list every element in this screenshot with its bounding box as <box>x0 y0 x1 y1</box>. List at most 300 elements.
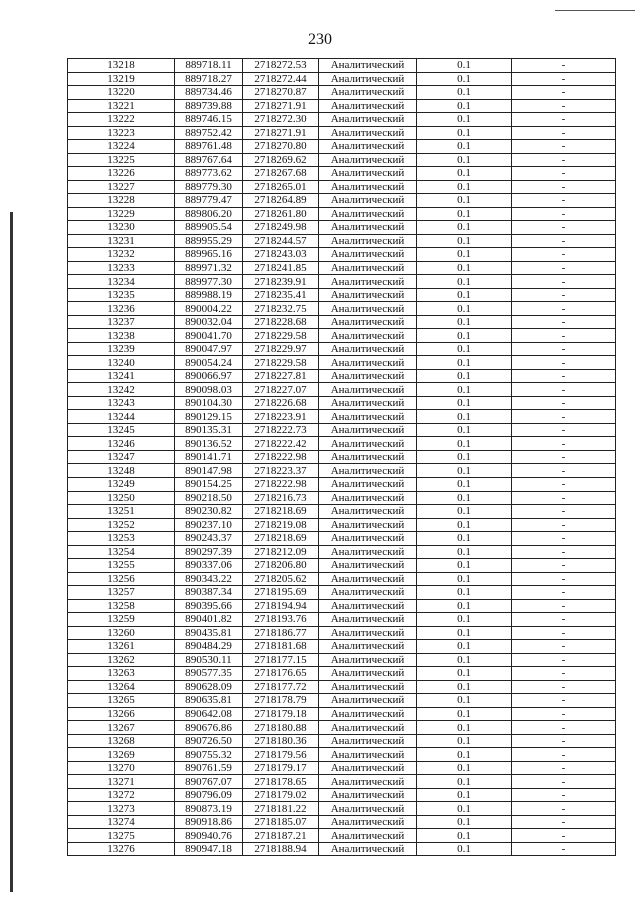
table-row <box>68 113 616 127</box>
note-cell: - <box>512 545 616 559</box>
accuracy-cell: 0.1 <box>417 491 512 505</box>
point-id-cell: 13243 <box>68 396 175 410</box>
accuracy-cell: 0.1 <box>417 315 512 329</box>
point-id-cell: 13245 <box>68 423 175 437</box>
y-coordinate-cell: 2718241.85 <box>243 261 319 275</box>
accuracy-cell: 0.1 <box>417 694 512 708</box>
method-cell: Аналитический <box>319 721 417 735</box>
point-id-cell: 13254 <box>68 545 175 559</box>
method-cell: Аналитический <box>319 640 417 654</box>
x-coordinate-cell: 890041.70 <box>175 329 243 343</box>
table-row <box>68 180 616 194</box>
point-id-cell: 13238 <box>68 329 175 343</box>
point-id-cell: 13219 <box>68 72 175 86</box>
note-cell: - <box>512 72 616 86</box>
y-coordinate-cell: 2718270.80 <box>243 140 319 154</box>
x-coordinate-cell: 890230.82 <box>175 505 243 519</box>
accuracy-cell: 0.1 <box>417 410 512 424</box>
accuracy-cell: 0.1 <box>417 450 512 464</box>
y-coordinate-cell: 2718179.17 <box>243 761 319 775</box>
accuracy-cell: 0.1 <box>417 369 512 383</box>
table-row <box>68 423 616 437</box>
table-row <box>68 572 616 586</box>
accuracy-cell: 0.1 <box>417 707 512 721</box>
method-cell: Аналитический <box>319 518 417 532</box>
x-coordinate-cell: 890676.86 <box>175 721 243 735</box>
point-id-cell: 13231 <box>68 234 175 248</box>
accuracy-cell: 0.1 <box>417 680 512 694</box>
x-coordinate-cell: 889977.30 <box>175 275 243 289</box>
method-cell: Аналитический <box>319 342 417 356</box>
note-cell: - <box>512 721 616 735</box>
point-id-cell: 13255 <box>68 559 175 573</box>
y-coordinate-cell: 2718271.91 <box>243 99 319 113</box>
table-row <box>68 721 616 735</box>
coordinates-table <box>67 58 616 856</box>
x-coordinate-cell: 889955.29 <box>175 234 243 248</box>
method-cell: Аналитический <box>319 464 417 478</box>
method-cell: Аналитический <box>319 423 417 437</box>
method-cell: Аналитический <box>319 86 417 100</box>
y-coordinate-cell: 2718218.69 <box>243 505 319 519</box>
y-coordinate-cell: 2718195.69 <box>243 586 319 600</box>
table-row <box>68 748 616 762</box>
y-coordinate-cell: 2718269.62 <box>243 153 319 167</box>
point-id-cell: 13273 <box>68 802 175 816</box>
method-cell: Аналитический <box>319 842 417 856</box>
y-coordinate-cell: 2718222.42 <box>243 437 319 451</box>
y-coordinate-cell: 2718218.69 <box>243 532 319 546</box>
table-row <box>68 518 616 532</box>
note-cell: - <box>512 694 616 708</box>
method-cell: Аналитический <box>319 788 417 802</box>
point-id-cell: 13252 <box>68 518 175 532</box>
method-cell: Аналитический <box>319 626 417 640</box>
method-cell: Аналитический <box>319 437 417 451</box>
point-id-cell: 13227 <box>68 180 175 194</box>
point-id-cell: 13250 <box>68 491 175 505</box>
note-cell: - <box>512 396 616 410</box>
y-coordinate-cell: 2718194.94 <box>243 599 319 613</box>
method-cell: Аналитический <box>319 559 417 573</box>
method-cell: Аналитический <box>319 572 417 586</box>
x-coordinate-cell: 890401.82 <box>175 613 243 627</box>
page-number: 230 <box>308 31 332 48</box>
y-coordinate-cell: 2718188.94 <box>243 842 319 856</box>
accuracy-cell: 0.1 <box>417 99 512 113</box>
table-body <box>68 59 616 856</box>
x-coordinate-cell: 889734.46 <box>175 86 243 100</box>
point-id-cell: 13268 <box>68 734 175 748</box>
table-row <box>68 653 616 667</box>
accuracy-cell: 0.1 <box>417 302 512 316</box>
table-row <box>68 788 616 802</box>
table-row <box>68 167 616 181</box>
y-coordinate-cell: 2718272.44 <box>243 72 319 86</box>
point-id-cell: 13266 <box>68 707 175 721</box>
y-coordinate-cell: 2718228.68 <box>243 315 319 329</box>
table-row <box>68 369 616 383</box>
accuracy-cell: 0.1 <box>417 329 512 343</box>
method-cell: Аналитический <box>319 396 417 410</box>
method-cell: Аналитический <box>319 505 417 519</box>
table-row <box>68 680 616 694</box>
note-cell: - <box>512 450 616 464</box>
accuracy-cell: 0.1 <box>417 113 512 127</box>
y-coordinate-cell: 2718229.58 <box>243 329 319 343</box>
method-cell: Аналитический <box>319 221 417 235</box>
point-id-cell: 13237 <box>68 315 175 329</box>
x-coordinate-cell: 890243.37 <box>175 532 243 546</box>
point-id-cell: 13262 <box>68 653 175 667</box>
note-cell: - <box>512 653 616 667</box>
y-coordinate-cell: 2718187.21 <box>243 829 319 843</box>
note-cell: - <box>512 234 616 248</box>
point-id-cell: 13223 <box>68 126 175 140</box>
accuracy-cell: 0.1 <box>417 653 512 667</box>
y-coordinate-cell: 2718272.30 <box>243 113 319 127</box>
accuracy-cell: 0.1 <box>417 572 512 586</box>
accuracy-cell: 0.1 <box>417 126 512 140</box>
note-cell: - <box>512 59 616 73</box>
x-coordinate-cell: 890435.81 <box>175 626 243 640</box>
table-row <box>68 491 616 505</box>
y-coordinate-cell: 2718179.02 <box>243 788 319 802</box>
method-cell: Аналитический <box>319 829 417 843</box>
x-coordinate-cell: 890530.11 <box>175 653 243 667</box>
y-coordinate-cell: 2718185.07 <box>243 815 319 829</box>
table-row <box>68 72 616 86</box>
x-coordinate-cell: 890218.50 <box>175 491 243 505</box>
note-cell: - <box>512 599 616 613</box>
point-id-cell: 13272 <box>68 788 175 802</box>
accuracy-cell: 0.1 <box>417 559 512 573</box>
point-id-cell: 13263 <box>68 667 175 681</box>
accuracy-cell: 0.1 <box>417 180 512 194</box>
table-row <box>68 707 616 721</box>
x-coordinate-cell: 890395.66 <box>175 599 243 613</box>
accuracy-cell: 0.1 <box>417 667 512 681</box>
point-id-cell: 13271 <box>68 775 175 789</box>
method-cell: Аналитический <box>319 775 417 789</box>
accuracy-cell: 0.1 <box>417 288 512 302</box>
point-id-cell: 13220 <box>68 86 175 100</box>
method-cell: Аналитический <box>319 761 417 775</box>
note-cell: - <box>512 829 616 843</box>
point-id-cell: 13264 <box>68 680 175 694</box>
y-coordinate-cell: 2718180.88 <box>243 721 319 735</box>
note-cell: - <box>512 288 616 302</box>
point-id-cell: 13259 <box>68 613 175 627</box>
accuracy-cell: 0.1 <box>417 734 512 748</box>
table-row <box>68 464 616 478</box>
table-row <box>68 410 616 424</box>
method-cell: Аналитический <box>319 680 417 694</box>
note-cell: - <box>512 99 616 113</box>
accuracy-cell: 0.1 <box>417 86 512 100</box>
accuracy-cell: 0.1 <box>417 221 512 235</box>
y-coordinate-cell: 2718178.79 <box>243 694 319 708</box>
accuracy-cell: 0.1 <box>417 829 512 843</box>
table-row <box>68 667 616 681</box>
x-coordinate-cell: 890577.35 <box>175 667 243 681</box>
method-cell: Аналитический <box>319 275 417 289</box>
y-coordinate-cell: 2718179.18 <box>243 707 319 721</box>
method-cell: Аналитический <box>319 99 417 113</box>
note-cell: - <box>512 572 616 586</box>
y-coordinate-cell: 2718222.98 <box>243 477 319 491</box>
accuracy-cell: 0.1 <box>417 248 512 262</box>
table-row <box>68 99 616 113</box>
note-cell: - <box>512 667 616 681</box>
table-row <box>68 221 616 235</box>
x-coordinate-cell: 889779.47 <box>175 194 243 208</box>
note-cell: - <box>512 275 616 289</box>
accuracy-cell: 0.1 <box>417 396 512 410</box>
method-cell: Аналитический <box>319 383 417 397</box>
table-row <box>68 383 616 397</box>
method-cell: Аналитический <box>319 410 417 424</box>
y-coordinate-cell: 2718261.80 <box>243 207 319 221</box>
accuracy-cell: 0.1 <box>417 194 512 208</box>
note-cell: - <box>512 761 616 775</box>
y-coordinate-cell: 2718227.07 <box>243 383 319 397</box>
x-coordinate-cell: 890066.97 <box>175 369 243 383</box>
x-coordinate-cell: 889752.42 <box>175 126 243 140</box>
accuracy-cell: 0.1 <box>417 748 512 762</box>
method-cell: Аналитический <box>319 302 417 316</box>
accuracy-cell: 0.1 <box>417 72 512 86</box>
method-cell: Аналитический <box>319 748 417 762</box>
y-coordinate-cell: 2718222.73 <box>243 423 319 437</box>
accuracy-cell: 0.1 <box>417 518 512 532</box>
method-cell: Аналитический <box>319 734 417 748</box>
point-id-cell: 13276 <box>68 842 175 856</box>
point-id-cell: 13218 <box>68 59 175 73</box>
method-cell: Аналитический <box>319 59 417 73</box>
y-coordinate-cell: 2718206.80 <box>243 559 319 573</box>
note-cell: - <box>512 748 616 762</box>
note-cell: - <box>512 559 616 573</box>
x-coordinate-cell: 890054.24 <box>175 356 243 370</box>
accuracy-cell: 0.1 <box>417 788 512 802</box>
accuracy-cell: 0.1 <box>417 275 512 289</box>
method-cell: Аналитический <box>319 194 417 208</box>
x-coordinate-cell: 889761.48 <box>175 140 243 154</box>
table-row <box>68 302 616 316</box>
note-cell: - <box>512 437 616 451</box>
x-coordinate-cell: 890387.34 <box>175 586 243 600</box>
table-row <box>68 775 616 789</box>
note-cell: - <box>512 640 616 654</box>
method-cell: Аналитический <box>319 126 417 140</box>
table-row <box>68 207 616 221</box>
point-id-cell: 13253 <box>68 532 175 546</box>
accuracy-cell: 0.1 <box>417 545 512 559</box>
table-row <box>68 829 616 843</box>
y-coordinate-cell: 2718177.72 <box>243 680 319 694</box>
y-coordinate-cell: 2718186.77 <box>243 626 319 640</box>
y-coordinate-cell: 2718264.89 <box>243 194 319 208</box>
method-cell: Аналитический <box>319 477 417 491</box>
note-cell: - <box>512 464 616 478</box>
table-row <box>68 815 616 829</box>
x-coordinate-cell: 889779.30 <box>175 180 243 194</box>
x-coordinate-cell: 890918.86 <box>175 815 243 829</box>
y-coordinate-cell: 2718180.36 <box>243 734 319 748</box>
note-cell: - <box>512 248 616 262</box>
method-cell: Аналитический <box>319 599 417 613</box>
method-cell: Аналитический <box>319 207 417 221</box>
y-coordinate-cell: 2718216.73 <box>243 491 319 505</box>
point-id-cell: 13275 <box>68 829 175 843</box>
table-row <box>68 234 616 248</box>
point-id-cell: 13225 <box>68 153 175 167</box>
x-coordinate-cell: 890484.29 <box>175 640 243 654</box>
x-coordinate-cell: 890755.32 <box>175 748 243 762</box>
method-cell: Аналитический <box>319 261 417 275</box>
table-row <box>68 505 616 519</box>
note-cell: - <box>512 707 616 721</box>
point-id-cell: 13241 <box>68 369 175 383</box>
y-coordinate-cell: 2718176.65 <box>243 667 319 681</box>
note-cell: - <box>512 167 616 181</box>
point-id-cell: 13258 <box>68 599 175 613</box>
note-cell: - <box>512 532 616 546</box>
note-cell: - <box>512 477 616 491</box>
note-cell: - <box>512 207 616 221</box>
note-cell: - <box>512 410 616 424</box>
x-coordinate-cell: 889767.64 <box>175 153 243 167</box>
point-id-cell: 13236 <box>68 302 175 316</box>
accuracy-cell: 0.1 <box>417 234 512 248</box>
y-coordinate-cell: 2718212.09 <box>243 545 319 559</box>
x-coordinate-cell: 890141.71 <box>175 450 243 464</box>
x-coordinate-cell: 890135.31 <box>175 423 243 437</box>
point-id-cell: 13244 <box>68 410 175 424</box>
table-row <box>68 761 616 775</box>
x-coordinate-cell: 890642.08 <box>175 707 243 721</box>
accuracy-cell: 0.1 <box>417 167 512 181</box>
point-id-cell: 13248 <box>68 464 175 478</box>
y-coordinate-cell: 2718229.97 <box>243 342 319 356</box>
accuracy-cell: 0.1 <box>417 464 512 478</box>
table-row <box>68 437 616 451</box>
method-cell: Аналитический <box>319 72 417 86</box>
note-cell: - <box>512 126 616 140</box>
y-coordinate-cell: 2718226.68 <box>243 396 319 410</box>
top-edge-rule <box>555 10 635 11</box>
method-cell: Аналитический <box>319 113 417 127</box>
accuracy-cell: 0.1 <box>417 383 512 397</box>
x-coordinate-cell: 889965.16 <box>175 248 243 262</box>
point-id-cell: 13256 <box>68 572 175 586</box>
point-id-cell: 13224 <box>68 140 175 154</box>
method-cell: Аналитический <box>319 369 417 383</box>
method-cell: Аналитический <box>319 450 417 464</box>
table-row <box>68 126 616 140</box>
note-cell: - <box>512 140 616 154</box>
method-cell: Аналитический <box>319 329 417 343</box>
accuracy-cell: 0.1 <box>417 356 512 370</box>
note-cell: - <box>512 775 616 789</box>
method-cell: Аналитический <box>319 707 417 721</box>
method-cell: Аналитический <box>319 248 417 262</box>
point-id-cell: 13247 <box>68 450 175 464</box>
y-coordinate-cell: 2718267.68 <box>243 167 319 181</box>
accuracy-cell: 0.1 <box>417 532 512 546</box>
note-cell: - <box>512 113 616 127</box>
y-coordinate-cell: 2718270.87 <box>243 86 319 100</box>
accuracy-cell: 0.1 <box>417 842 512 856</box>
table-row <box>68 248 616 262</box>
table-row <box>68 640 616 654</box>
note-cell: - <box>512 842 616 856</box>
table-row <box>68 613 616 627</box>
point-id-cell: 13251 <box>68 505 175 519</box>
method-cell: Аналитический <box>319 532 417 546</box>
y-coordinate-cell: 2718178.65 <box>243 775 319 789</box>
note-cell: - <box>512 153 616 167</box>
y-coordinate-cell: 2718177.15 <box>243 653 319 667</box>
table-row <box>68 599 616 613</box>
accuracy-cell: 0.1 <box>417 505 512 519</box>
y-coordinate-cell: 2718232.75 <box>243 302 319 316</box>
x-coordinate-cell: 890147.98 <box>175 464 243 478</box>
x-coordinate-cell: 889718.11 <box>175 59 243 73</box>
x-coordinate-cell: 890628.09 <box>175 680 243 694</box>
accuracy-cell: 0.1 <box>417 586 512 600</box>
method-cell: Аналитический <box>319 545 417 559</box>
point-id-cell: 13257 <box>68 586 175 600</box>
point-id-cell: 13270 <box>68 761 175 775</box>
note-cell: - <box>512 734 616 748</box>
x-coordinate-cell: 889718.27 <box>175 72 243 86</box>
y-coordinate-cell: 2718222.98 <box>243 450 319 464</box>
method-cell: Аналитический <box>319 586 417 600</box>
x-coordinate-cell: 890098.03 <box>175 383 243 397</box>
point-id-cell: 13260 <box>68 626 175 640</box>
y-coordinate-cell: 2718223.91 <box>243 410 319 424</box>
point-id-cell: 13246 <box>68 437 175 451</box>
table-row <box>68 559 616 573</box>
table-row <box>68 694 616 708</box>
point-id-cell: 13229 <box>68 207 175 221</box>
x-coordinate-cell: 890129.15 <box>175 410 243 424</box>
point-id-cell: 13261 <box>68 640 175 654</box>
method-cell: Аналитический <box>319 180 417 194</box>
left-margin-rule <box>10 212 13 892</box>
point-id-cell: 13240 <box>68 356 175 370</box>
x-coordinate-cell: 890726.50 <box>175 734 243 748</box>
y-coordinate-cell: 2718181.68 <box>243 640 319 654</box>
method-cell: Аналитический <box>319 491 417 505</box>
table-row <box>68 734 616 748</box>
point-id-cell: 13226 <box>68 167 175 181</box>
point-id-cell: 13228 <box>68 194 175 208</box>
table-row <box>68 477 616 491</box>
x-coordinate-cell: 889773.62 <box>175 167 243 181</box>
table-row <box>68 356 616 370</box>
method-cell: Аналитический <box>319 167 417 181</box>
accuracy-cell: 0.1 <box>417 775 512 789</box>
note-cell: - <box>512 815 616 829</box>
note-cell: - <box>512 626 616 640</box>
y-coordinate-cell: 2718205.62 <box>243 572 319 586</box>
x-coordinate-cell: 890136.52 <box>175 437 243 451</box>
y-coordinate-cell: 2718265.01 <box>243 180 319 194</box>
note-cell: - <box>512 518 616 532</box>
